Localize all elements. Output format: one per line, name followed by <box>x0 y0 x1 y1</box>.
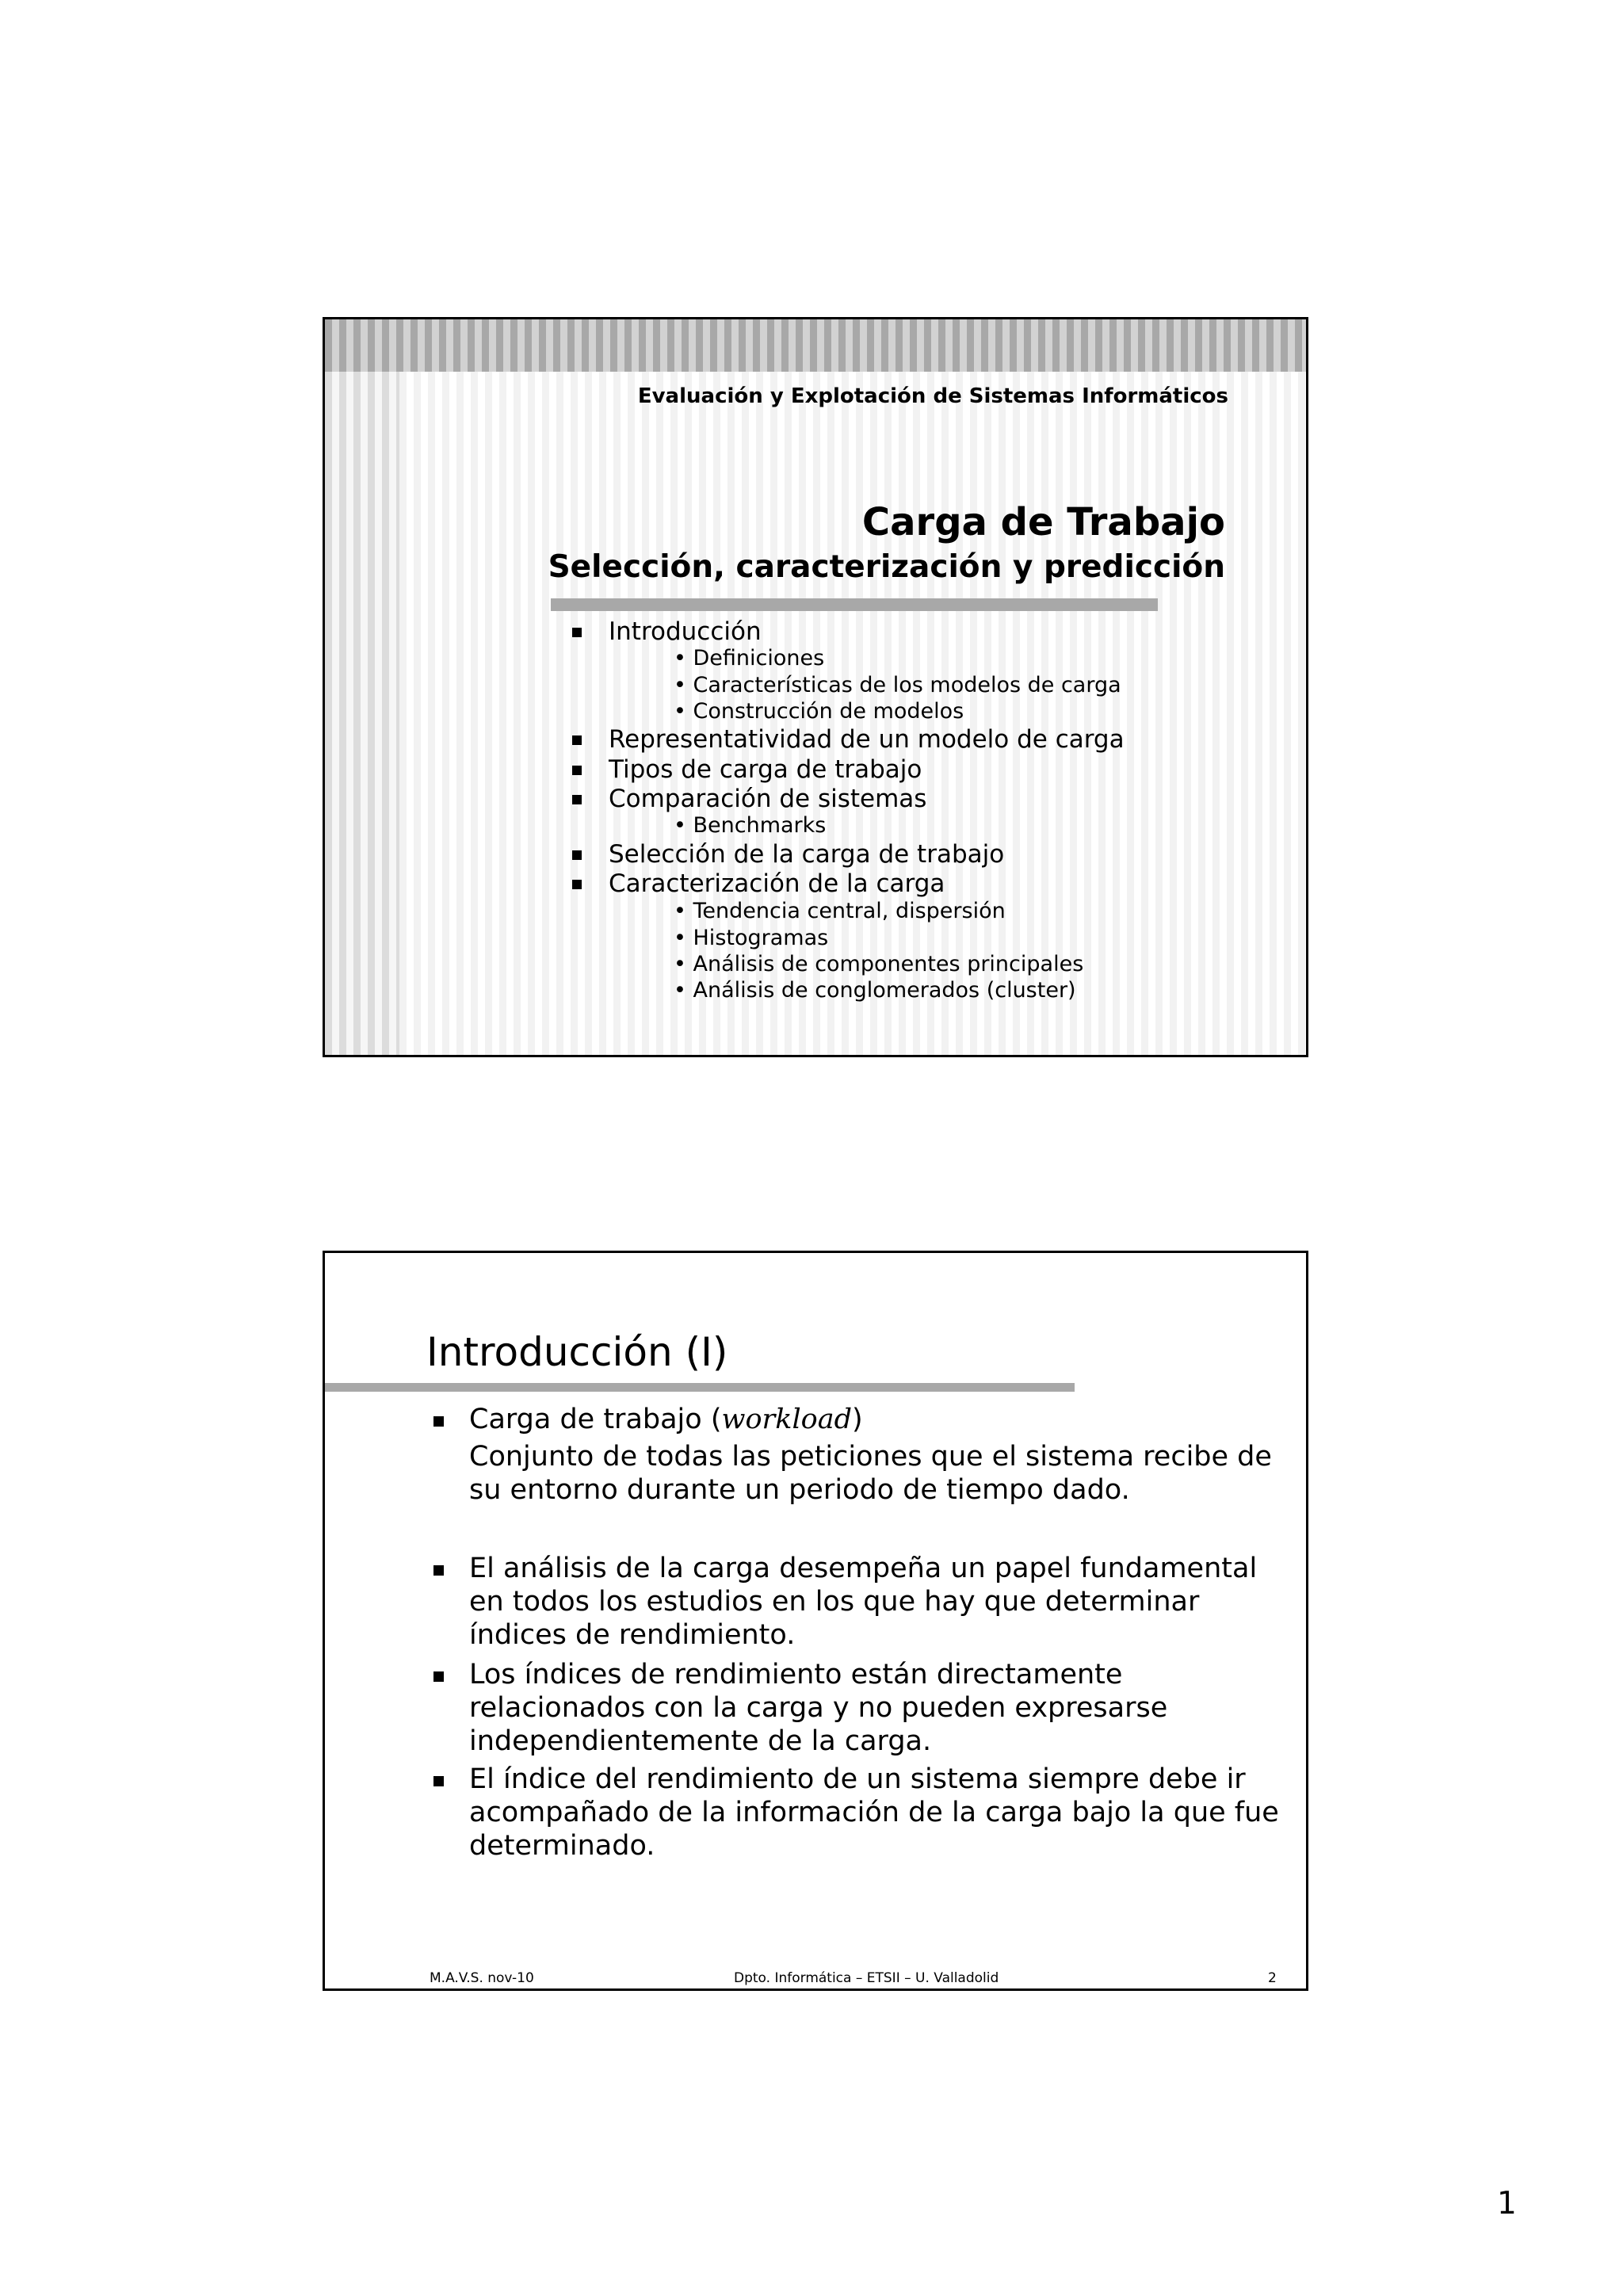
bullet-text: El índice del rendimiento de un sistema siempre debe ir <box>469 1763 1246 1795</box>
bullet-item <box>469 1658 1122 1691</box>
outline-item-text: Tipos de carga de trabajo <box>609 755 922 784</box>
slide-title: Introducción (I) <box>426 1329 728 1375</box>
bullet-line: índices de rendimiento. <box>469 1619 796 1651</box>
outline-subitem: • Tendencia central, dispersión <box>674 899 1006 923</box>
outline-item-text: Representatividad de un modelo de carga <box>609 725 1125 754</box>
bullet-text: Los índices de rendimiento están directamente <box>469 1659 1123 1690</box>
bullet-line: determinado. <box>469 1830 655 1862</box>
bullet-item <box>469 1552 1257 1585</box>
bullet-line: en todos los estudios en los que hay que determinar <box>469 1586 1200 1618</box>
square-bullet-icon <box>572 880 582 889</box>
square-bullet-icon <box>572 795 582 804</box>
outline-subitem: • Características de los modelos de carga <box>674 673 1121 697</box>
outline-item-text: Selección de la carga de trabajo <box>609 840 1005 869</box>
outline-item <box>609 617 762 646</box>
footer-author-date: M.A.V.S. nov-10 <box>430 1970 534 1986</box>
bullet-line: independientemente de la carga. <box>469 1725 932 1757</box>
bullet-text: Carga de trabajo ( <box>469 1404 722 1435</box>
square-bullet-icon <box>433 1416 444 1427</box>
side-stripe-band <box>325 372 399 1055</box>
outline-item-text: Caracterización de la carga <box>609 869 945 898</box>
outline-subitem: • Análisis de componentes principales <box>674 952 1084 976</box>
slide-subtitle: Selección, caracterización y predicción <box>548 549 1225 585</box>
outline-item <box>609 840 1004 869</box>
title-divider <box>325 1383 1075 1392</box>
bullet-item-workload <box>469 1403 863 1436</box>
title-divider <box>551 598 1158 611</box>
outline-subitem: • Construcción de modelos <box>674 699 964 724</box>
footer-slide-number: 2 <box>1268 1970 1277 1986</box>
outline-item <box>609 785 926 813</box>
square-bullet-icon <box>572 850 582 860</box>
outline-item-text: Introducción <box>609 617 762 646</box>
bullet-line: acompañado de la información de la carga bajo la que fue <box>469 1797 1279 1828</box>
square-bullet-icon <box>572 735 582 745</box>
slide-1 <box>323 317 1308 1057</box>
square-bullet-icon <box>433 1776 444 1786</box>
outline-subitem: • Análisis de conglomerados (cluster) <box>674 978 1076 1003</box>
course-title: Evaluación y Explotación de Sistemas Informáticos <box>637 384 1228 408</box>
bullet-item <box>469 1763 1246 1796</box>
bullet-text: El análisis de la carga desempeña un papel fundamental <box>469 1553 1258 1584</box>
slide-title: Carga de Trabajo <box>861 500 1225 544</box>
square-bullet-icon <box>433 1671 444 1682</box>
outline-subitem: • Definiciones <box>674 646 825 670</box>
footer-department: Dpto. Informática – ETSII – U. Valladolid <box>734 1970 999 1986</box>
bullet-line: relacionados con la carga y no pueden expresarse <box>469 1692 1168 1724</box>
outline-item-text: Comparación de sistemas <box>609 785 927 813</box>
bullet-text-close: ) <box>852 1404 863 1435</box>
definition-line: Conjunto de todas las peticiones que el sistema recibe de <box>469 1441 1272 1473</box>
outline-subitem: • Histogramas <box>674 926 829 950</box>
square-bullet-icon <box>433 1565 444 1576</box>
square-bullet-icon <box>572 766 582 775</box>
workload-term: workload <box>721 1404 852 1435</box>
header-stripe-band <box>325 319 1306 372</box>
outline-item <box>609 869 945 898</box>
square-bullet-icon <box>572 628 582 637</box>
slide-2 <box>323 1251 1308 1991</box>
outline-item <box>609 725 1125 754</box>
outline-item <box>609 755 922 784</box>
page-number: 1 <box>1497 2186 1517 2222</box>
definition-line: su entorno durante un periodo de tiempo dado. <box>469 1474 1130 1506</box>
outline-subitem: • Benchmarks <box>674 813 827 838</box>
